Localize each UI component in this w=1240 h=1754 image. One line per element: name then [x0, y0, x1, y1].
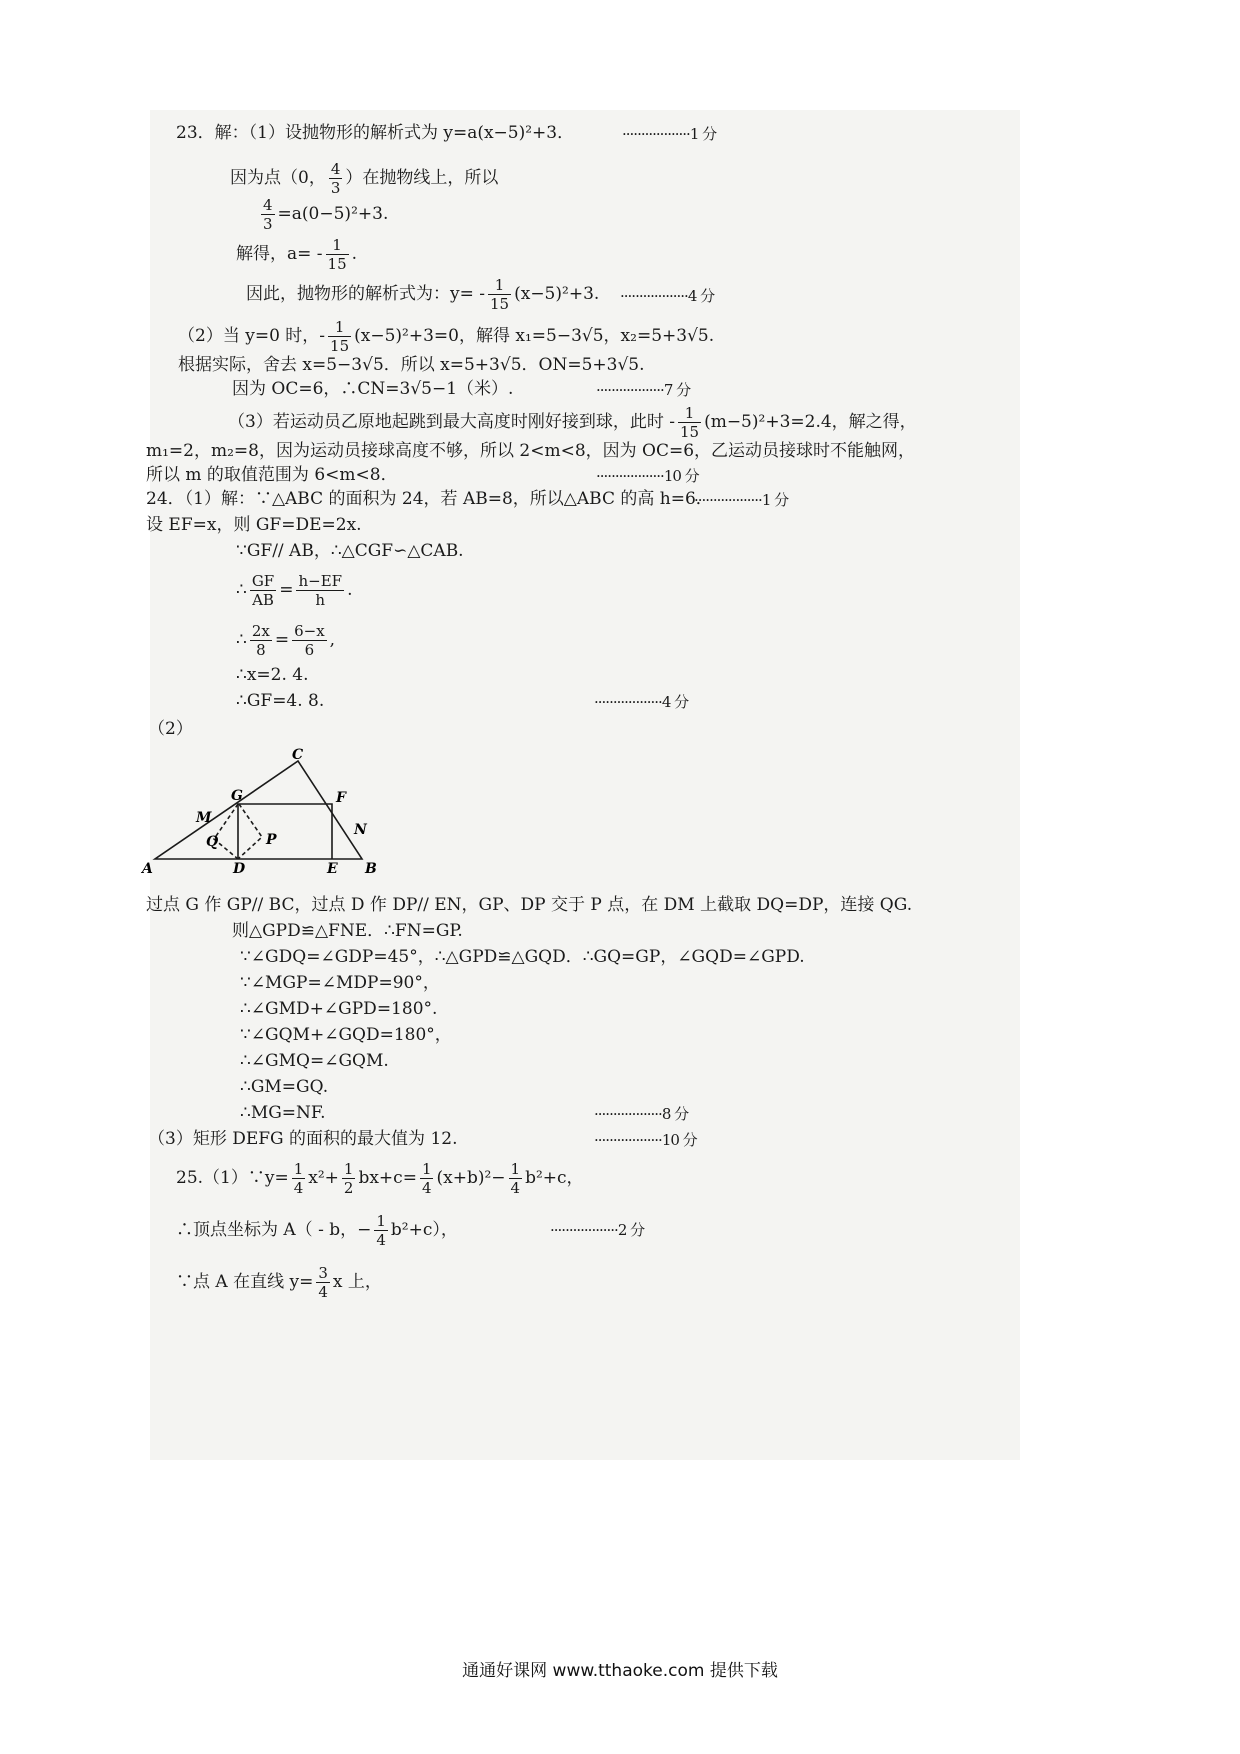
q23-line11: 所以 m 的取值范围为 6<m<8．	[146, 465, 398, 485]
q24-p4: ∵∠MGP=∠MDP=90°，	[240, 973, 440, 993]
q23-line9: （3）若运动员乙原地起跳到最大高度时刚好接到球，此时 - $\frac{1}{15}$ (m−5)²+3=2.4，解之得，	[228, 404, 917, 441]
triangle-abc	[155, 761, 362, 859]
q24-score10: ··················10 分	[594, 1131, 697, 1149]
label-a: A	[142, 861, 153, 877]
q23-line6: （2）当 y=0 时，- $\frac{1}{15}$ (x−5)²+3=0，解得 x₁=5−3√5，x₂=5+3√5.	[178, 318, 715, 355]
dashed-gp-dp	[238, 804, 262, 859]
dashed-gq-dq	[214, 804, 238, 859]
q23-line10: m₁=2，m₂=8，因为运动员接球高度不够，所以 2<m<8，因为 OC=6，乙运动员接球时不能触网，	[146, 441, 916, 461]
q24-score4: ··················4 分	[594, 693, 689, 711]
label-d: D	[233, 861, 246, 877]
q23-score4: ··················4 分	[620, 287, 715, 305]
q24-p6: ∵∠GQM+∠GQD=180°，	[240, 1025, 452, 1045]
q24-p3: ∵∠GDQ=∠GDP=45°，∴△GPD≌△GQD．∴GQ=GP，∠GQD=∠GPD.	[240, 947, 805, 967]
q23-line2: 因为点（0， $\frac{4}{3}$ ）在抛物线上，所以	[230, 160, 499, 197]
q23-score10: ··················10 分	[596, 467, 699, 485]
rectangle-defg	[238, 804, 332, 859]
q24-p10: （3）矩形 DEFG 的面积的最大值为 12.	[148, 1129, 458, 1149]
q25-line1: 25.（1）∵y= $\frac{1}{4}$ x²+ $\frac{1}{2}$ bx+c= $\frac{1}{4}$ (x+b)²− $\frac{1}{4}$ b²+c，	[176, 1160, 584, 1197]
triangle-figure	[140, 745, 400, 885]
q24-line1: 24．（1）解：∵△ABC 的面积为 24，若 AB=8，所以△ABC 的高 h=6．	[146, 489, 713, 509]
q24-p1: 过点 G 作 GP// BC，过点 D 作 DP// EN，GP、DP 交于 P 点，在 DM 上截取 DQ=DP，连接 QG.	[146, 895, 913, 915]
q24-line4: ∴ $\frac{GF}{AB}$ = $\frac{h-EF}{h}$ .	[236, 572, 353, 609]
q23-line3: $\frac{4}{3}$ =a(0−5)²+3.	[263, 196, 389, 233]
q24-line2: 设 EF=x，则 GF=DE=2x.	[146, 515, 362, 535]
label-e: E	[327, 861, 338, 877]
q25-line3: ∵点 A 在直线 y= $\frac{3}{4}$ x 上，	[176, 1264, 382, 1301]
label-b: B	[365, 861, 377, 877]
q24-p9: ∴MG=NF.	[240, 1103, 326, 1123]
label-p: P	[266, 832, 277, 848]
q23-line7: 根据实际，舍去 x=5−3√5．所以 x=5+3√5．ON=5+3√5.	[178, 355, 645, 375]
q24-p8: ∴GM=GQ.	[240, 1077, 329, 1097]
q23-line5: 因此，抛物形的解析式为：y= - $\frac{1}{15}$ (x−5)²+3.	[246, 276, 600, 313]
q24-line7: ∴GF=4. 8.	[236, 691, 325, 711]
q24-score8: ··················8 分	[594, 1105, 689, 1123]
q23-line1: 23．解：（1）设抛物形的解析式为 y=a(x−5)²+3．	[176, 123, 575, 143]
label-q: Q	[206, 834, 219, 850]
q23-score7: ··················7 分	[596, 381, 691, 399]
q24-p2: 则△GPD≌△FNE．∴FN=GP.	[232, 921, 463, 941]
q23-score1: ··················1 分	[622, 125, 717, 143]
q24-p7: ∴∠GMQ=∠GQM.	[240, 1051, 389, 1071]
q24-part2-label: （2）	[148, 719, 193, 739]
label-f: F	[336, 790, 346, 806]
q25-line2: ∴顶点坐标为 A（ - b，− $\frac{1}{4}$ b²+c），	[176, 1212, 458, 1249]
page-footer: 通通好课网 www.tthaoke.com 提供下载	[462, 1661, 778, 1681]
q24-line5: ∴ $\frac{2x}{8}$ = $\frac{6-x}{6}$ ,	[236, 622, 336, 659]
label-m: M	[196, 810, 212, 826]
q24-p5: ∴∠GMD+∠GPD=180°.	[240, 999, 438, 1019]
label-n: N	[354, 822, 367, 838]
q24-line3: ∵GF// AB，∴△CGF∽△CAB.	[236, 541, 464, 561]
label-g: G	[231, 788, 243, 804]
q23-line4: 解得，a= - $\frac{1}{15}$ .	[236, 236, 358, 273]
q24-line6: ∴x=2. 4.	[236, 665, 309, 685]
q25-score2: ··················2 分	[550, 1221, 645, 1239]
q24-score1: ··················1 分	[694, 491, 789, 509]
label-c: C	[292, 747, 304, 763]
q23-line8: 因为 OC=6，∴CN=3√5−1（米）.	[232, 379, 514, 399]
